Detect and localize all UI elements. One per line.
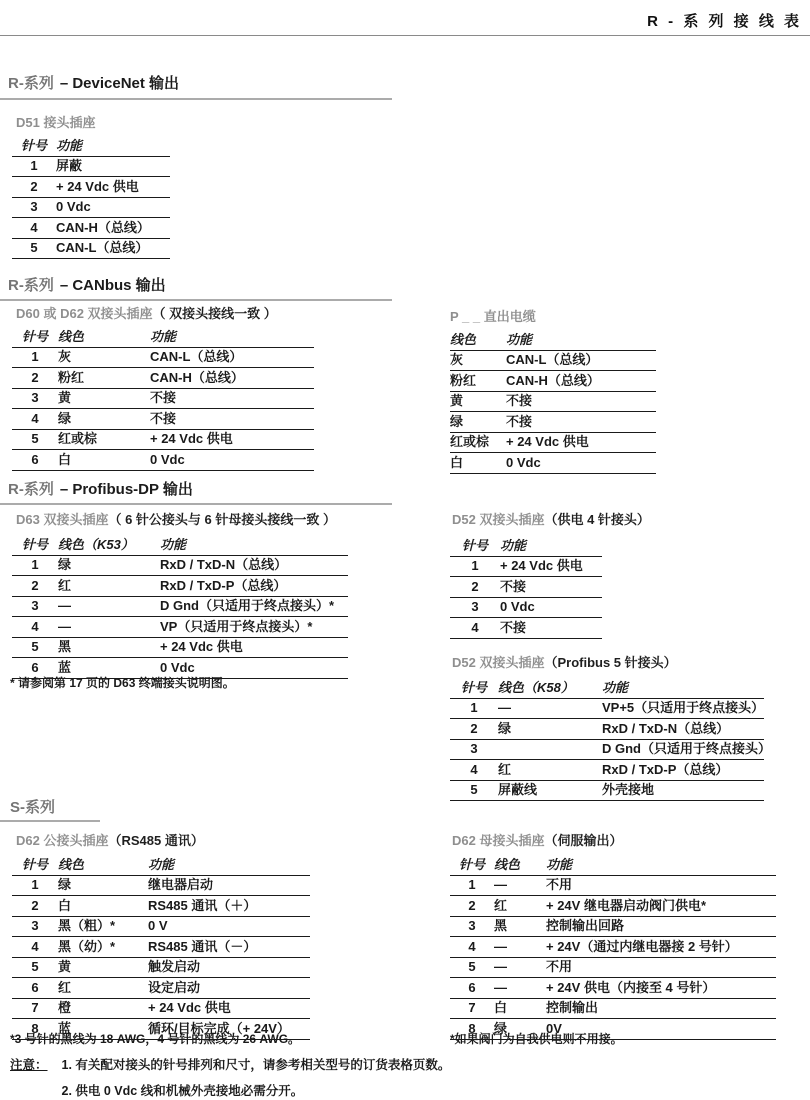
table-cell: CAN-H（总线）	[150, 368, 314, 389]
table-caption-pcable	[450, 306, 536, 325]
section-divider	[0, 299, 392, 301]
table-row	[12, 896, 310, 917]
table-cell: 黑（幼）*	[58, 937, 148, 958]
table-row	[450, 698, 764, 719]
table-caption-d51	[16, 112, 95, 131]
table-caption-d62-male	[16, 830, 204, 849]
table-cell: 6	[450, 978, 494, 999]
column-header: 针号	[12, 327, 58, 347]
table-cell: 4	[450, 937, 494, 958]
column-header: 线色（K58）	[498, 678, 602, 698]
table-cell: 2	[12, 177, 56, 198]
table-cell: 白	[58, 450, 150, 471]
table-cell: 5	[12, 957, 58, 978]
notes-items	[62, 1055, 451, 1100]
column-header: 线色	[494, 855, 546, 875]
table-cell: 红或棕	[450, 432, 506, 453]
table-d63	[12, 535, 348, 679]
table-row	[450, 577, 602, 598]
table-cell: 绿	[498, 719, 602, 740]
table-header-row	[12, 535, 348, 555]
table-cell: 不接	[150, 388, 314, 409]
table-cell: 3	[450, 739, 498, 760]
table-d62-female	[450, 855, 776, 1040]
table-row	[450, 896, 776, 917]
section-series-label: R-系列	[8, 481, 54, 498]
section-name-label: – CANbus 输出	[59, 277, 166, 294]
table-caption-d62-female	[452, 830, 622, 849]
table-cell: 2	[12, 368, 58, 389]
column-header: 线色	[58, 327, 150, 347]
table-cell: 红	[494, 896, 546, 917]
table-row	[12, 409, 314, 430]
table-cell: 红	[58, 576, 160, 597]
table-cell: + 24V（通过内继电器接 2 号针）	[546, 937, 776, 958]
connector-code: D51 接头插座	[16, 115, 96, 130]
table-cell: CAN-H（总线）	[506, 371, 656, 392]
table-cell: 红	[58, 978, 148, 999]
table-cell: 8	[12, 1019, 58, 1040]
table-cell: 0 Vdc	[500, 597, 602, 618]
table-cell: 黄	[58, 957, 148, 978]
column-header: 功能	[148, 855, 310, 875]
table-header-row	[450, 330, 656, 350]
table-cell: 不接	[150, 409, 314, 430]
table-cell: 黑	[494, 916, 546, 937]
table-cell: 1	[12, 875, 58, 896]
section-name-label: – DeviceNet 输出	[59, 75, 180, 92]
footnote-d62-female: *如果阀门为自我供电则不用接。	[450, 1032, 623, 1046]
table-cell	[498, 739, 602, 760]
table-cell: 红	[498, 760, 602, 781]
table-cell: + 24 Vdc 供电	[506, 432, 656, 453]
table-row	[450, 350, 656, 371]
table-cell: 3	[12, 916, 58, 937]
connector-detail: （伺服输出）	[544, 833, 623, 848]
table-row	[12, 998, 310, 1019]
table-d52-profibus	[450, 678, 771, 801]
column-header: 功能	[506, 330, 656, 350]
column-header: 功能	[602, 678, 764, 698]
table-cell: 6	[12, 450, 58, 471]
section-series-label: R-系列	[8, 75, 54, 92]
table-d60-d62	[12, 327, 314, 471]
table-cell: 5	[12, 637, 58, 658]
table-cell: 4	[12, 937, 58, 958]
table-header-row	[12, 327, 314, 347]
table-cell: 1	[450, 556, 500, 577]
table-cell: 继电器启动	[148, 875, 310, 896]
page-header-divider	[0, 35, 810, 36]
table-cell: CAN-L（总线）	[506, 350, 656, 371]
table-cell: RxD / TxD-P（总线）	[160, 576, 348, 597]
table-cell: 4	[450, 618, 500, 639]
table-cell: —	[494, 957, 546, 978]
table-cell: 绿	[58, 875, 148, 896]
table-row	[450, 780, 764, 801]
table-header-row	[450, 678, 764, 698]
table-cell: D Gnd（只适用于终点接头）*	[160, 596, 348, 617]
table-row	[450, 412, 656, 433]
table-cell: RS485 通讯（－）	[148, 937, 310, 958]
table-cell: 1	[12, 156, 56, 177]
connector-detail: （ 双接头接线一致 ）	[152, 306, 277, 321]
table-cell: RS485 通讯（＋）	[148, 896, 310, 917]
table-row	[12, 637, 348, 658]
table-cell: 2	[450, 896, 494, 917]
connector-code: D62 母接头插座	[452, 833, 545, 848]
table-p-cable	[450, 330, 656, 474]
table-row	[12, 238, 170, 259]
column-header: 功能	[546, 855, 776, 875]
table-cell: 2	[12, 576, 58, 597]
connector-code: D63 双接头插座	[16, 512, 109, 527]
table-cell: + 24V 供电（内接至 4 号针）	[546, 978, 776, 999]
table-cell: 触发启动	[148, 957, 310, 978]
table-d51	[12, 136, 170, 259]
page-title: R - 系 列 接 线 表	[647, 13, 802, 30]
table-cell: 3	[12, 388, 58, 409]
note-item: 1. 有关配对接头的针号排列和尺寸，请参考相关型号的订货表格页数。	[61, 1058, 451, 1072]
table-cell: + 24 Vdc 供电	[148, 998, 310, 1019]
table-cell: 7	[12, 998, 58, 1019]
table-cell: 0 Vdc	[150, 450, 314, 471]
table-cell: —	[58, 596, 160, 617]
table-cell: 设定启动	[148, 978, 310, 999]
table-row	[12, 576, 348, 597]
table-row	[450, 391, 656, 412]
table-cell: VP（只适用于终点接头）*	[160, 617, 348, 638]
table-cell: 不接	[500, 577, 602, 598]
table-cell: 2	[12, 896, 58, 917]
section-series-label: S-系列	[10, 799, 56, 816]
table-caption-d52-power	[452, 509, 650, 528]
table-cell: 屏蔽	[56, 156, 170, 177]
table-row	[450, 739, 764, 760]
table-row	[12, 937, 310, 958]
note-item: 2. 供电 0 Vdc 线和机械外壳接地必需分开。	[61, 1084, 304, 1098]
table-cell: 不接	[506, 391, 656, 412]
table-cell: 3	[450, 597, 500, 618]
table-cell: 6	[12, 658, 58, 679]
table-header-row	[12, 855, 310, 875]
connector-code: P _ _ 直出电缆	[450, 309, 536, 324]
table-caption-d60	[16, 303, 277, 322]
table-cell: 1	[12, 555, 58, 576]
notes-block	[10, 1055, 450, 1100]
table-cell: 灰	[450, 350, 506, 371]
table-cell: 4	[12, 617, 58, 638]
table-cell: 绿	[58, 555, 160, 576]
table-cell: 0 V	[148, 916, 310, 937]
table-row	[12, 617, 348, 638]
table-cell: 蓝	[58, 658, 160, 679]
table-cell: CAN-L（总线）	[56, 238, 170, 259]
table-row	[12, 156, 170, 177]
table-row	[12, 177, 170, 198]
table-cell: 控制输出	[546, 998, 776, 1019]
table-cell: + 24 Vdc 供电	[500, 556, 602, 577]
table-cell: 5	[12, 238, 56, 259]
table-cell: 3	[450, 916, 494, 937]
table-cell: + 24V 继电器启动阀门供电*	[546, 896, 776, 917]
section-name-label: – Profibus-DP 输出	[59, 481, 193, 498]
section-divider	[0, 820, 100, 822]
table-cell: —	[494, 875, 546, 896]
table-row	[450, 998, 776, 1019]
table-cell: 5	[450, 780, 498, 801]
column-header: 针号	[450, 855, 494, 875]
column-header: 线色（K53）	[58, 535, 160, 555]
table-cell: D Gnd（只适用于终点接头）	[602, 739, 764, 760]
section-title-s-series	[10, 796, 61, 817]
connector-code: D60 或 D62 双接头插座	[16, 306, 153, 321]
table-d52-power	[450, 536, 602, 639]
column-header: 线色	[58, 855, 148, 875]
table-cell: 0 Vdc	[506, 453, 656, 474]
table-cell: 黄	[450, 391, 506, 412]
table-cell: 1	[450, 875, 494, 896]
table-cell: 灰	[58, 347, 150, 368]
table-header-row	[450, 536, 602, 556]
column-header: 针号	[12, 136, 56, 156]
connector-code: D52 双接头插座	[452, 655, 545, 670]
table-cell: 白	[494, 998, 546, 1019]
column-header: 功能	[160, 535, 348, 555]
table-row	[450, 453, 656, 474]
connector-code: D62 公接头插座	[16, 833, 109, 848]
table-row	[12, 978, 310, 999]
table-row	[450, 916, 776, 937]
table-cell: + 24 Vdc 供电	[160, 637, 348, 658]
connector-detail: （供电 4 针接头）	[544, 512, 650, 527]
table-row	[450, 937, 776, 958]
table-row	[12, 429, 314, 450]
table-cell: 2	[450, 719, 498, 740]
table-row	[450, 957, 776, 978]
section-title-canbus	[8, 274, 166, 295]
table-cell: 绿	[494, 1019, 546, 1040]
table-cell: VP+5（只适用于终点接头）	[602, 698, 764, 719]
table-cell: 控制输出回路	[546, 916, 776, 937]
column-header: 功能	[500, 536, 602, 556]
table-cell: —	[494, 937, 546, 958]
connector-detail: （Profibus 5 针接头）	[544, 655, 677, 670]
column-header: 针号	[450, 678, 498, 698]
table-cell: RxD / TxD-N（总线）	[160, 555, 348, 576]
column-header: 针号	[450, 536, 500, 556]
table-row	[450, 978, 776, 999]
notes-label: 注意：	[10, 1058, 48, 1072]
table-row	[12, 450, 314, 471]
table-cell: 绿	[58, 409, 150, 430]
table-cell: 粉红	[58, 368, 150, 389]
table-cell: 橙	[58, 998, 148, 1019]
table-cell: 红或棕	[58, 429, 150, 450]
table-row	[12, 596, 348, 617]
table-cell: 黑	[58, 637, 160, 658]
table-cell: 黑（粗）*	[58, 916, 148, 937]
section-series-label: R-系列	[8, 277, 54, 294]
table-cell: —	[58, 617, 160, 638]
table-cell: 0 Vdc	[160, 658, 348, 679]
table-cell: CAN-H（总线）	[56, 218, 170, 239]
table-cell: 白	[450, 453, 506, 474]
table-d62-male	[12, 855, 310, 1040]
table-row	[12, 368, 314, 389]
table-cell: 6	[12, 978, 58, 999]
table-cell: 7	[450, 998, 494, 1019]
section-title-devicenet	[8, 72, 179, 93]
table-cell: —	[498, 698, 602, 719]
section-title-profibus	[8, 478, 193, 499]
table-cell: + 24 Vdc 供电	[56, 177, 170, 198]
table-cell: 1	[12, 347, 58, 368]
table-cell: 外壳接地	[602, 780, 764, 801]
table-row	[450, 760, 764, 781]
table-row	[12, 347, 314, 368]
table-caption-d52-profibus	[452, 652, 677, 671]
table-cell: 5	[12, 429, 58, 450]
table-cell: 8	[450, 1019, 494, 1040]
table-row	[12, 388, 314, 409]
table-row	[12, 957, 310, 978]
table-cell: 0V	[546, 1019, 776, 1040]
table-row	[450, 432, 656, 453]
connector-detail: （ 6 针公接头与 6 针母接头接线一致 ）	[108, 512, 336, 527]
table-cell: 白	[58, 896, 148, 917]
table-cell: 4	[12, 409, 58, 430]
table-cell: RxD / TxD-P（总线）	[602, 760, 764, 781]
footnote-d63: * 请参阅第 17 页的 D63 终端接头说明图。	[10, 676, 235, 690]
column-header: 线色	[450, 330, 506, 350]
table-cell: 1	[450, 698, 498, 719]
table-cell: 蓝	[58, 1019, 148, 1040]
table-row	[450, 597, 602, 618]
table-cell: 循环/目标完成（+ 24V）	[148, 1019, 310, 1040]
table-cell: 3	[12, 197, 56, 218]
table-cell: CAN-L（总线）	[150, 347, 314, 368]
table-row	[12, 555, 348, 576]
table-row	[450, 719, 764, 740]
table-row	[12, 197, 170, 218]
column-header: 针号	[12, 535, 58, 555]
column-header: 针号	[12, 855, 58, 875]
table-header-row	[450, 855, 776, 875]
table-header-row	[12, 136, 170, 156]
table-cell: 0 Vdc	[56, 197, 170, 218]
table-cell: 不用	[546, 957, 776, 978]
table-cell: 不接	[506, 412, 656, 433]
column-header: 功能	[150, 327, 314, 347]
table-cell: 绿	[450, 412, 506, 433]
table-cell: RxD / TxD-N（总线）	[602, 719, 764, 740]
table-cell: 粉红	[450, 371, 506, 392]
table-cell: 不接	[500, 618, 602, 639]
table-cell: 3	[12, 596, 58, 617]
connector-detail: （RS485 通讯）	[108, 833, 204, 848]
table-caption-d63	[16, 509, 336, 528]
table-cell: 2	[450, 577, 500, 598]
table-cell: + 24 Vdc 供电	[150, 429, 314, 450]
column-header: 功能	[56, 136, 170, 156]
table-cell: —	[494, 978, 546, 999]
section-divider	[0, 98, 392, 100]
table-cell: 4	[12, 218, 56, 239]
table-cell: 5	[450, 957, 494, 978]
table-row	[450, 618, 602, 639]
section-divider	[0, 503, 392, 505]
table-cell: 屏蔽线	[498, 780, 602, 801]
table-row	[12, 916, 310, 937]
table-cell: 不用	[546, 875, 776, 896]
table-cell: 黄	[58, 388, 150, 409]
table-row	[12, 218, 170, 239]
footnote-d62-male: *3 号针的黑线为 18 AWG，4 号针的黑线为 26 AWG。	[10, 1032, 301, 1046]
table-cell: 4	[450, 760, 498, 781]
connector-code: D52 双接头插座	[452, 512, 545, 527]
table-row	[450, 556, 602, 577]
table-row	[450, 875, 776, 896]
table-row	[12, 875, 310, 896]
table-row	[450, 371, 656, 392]
